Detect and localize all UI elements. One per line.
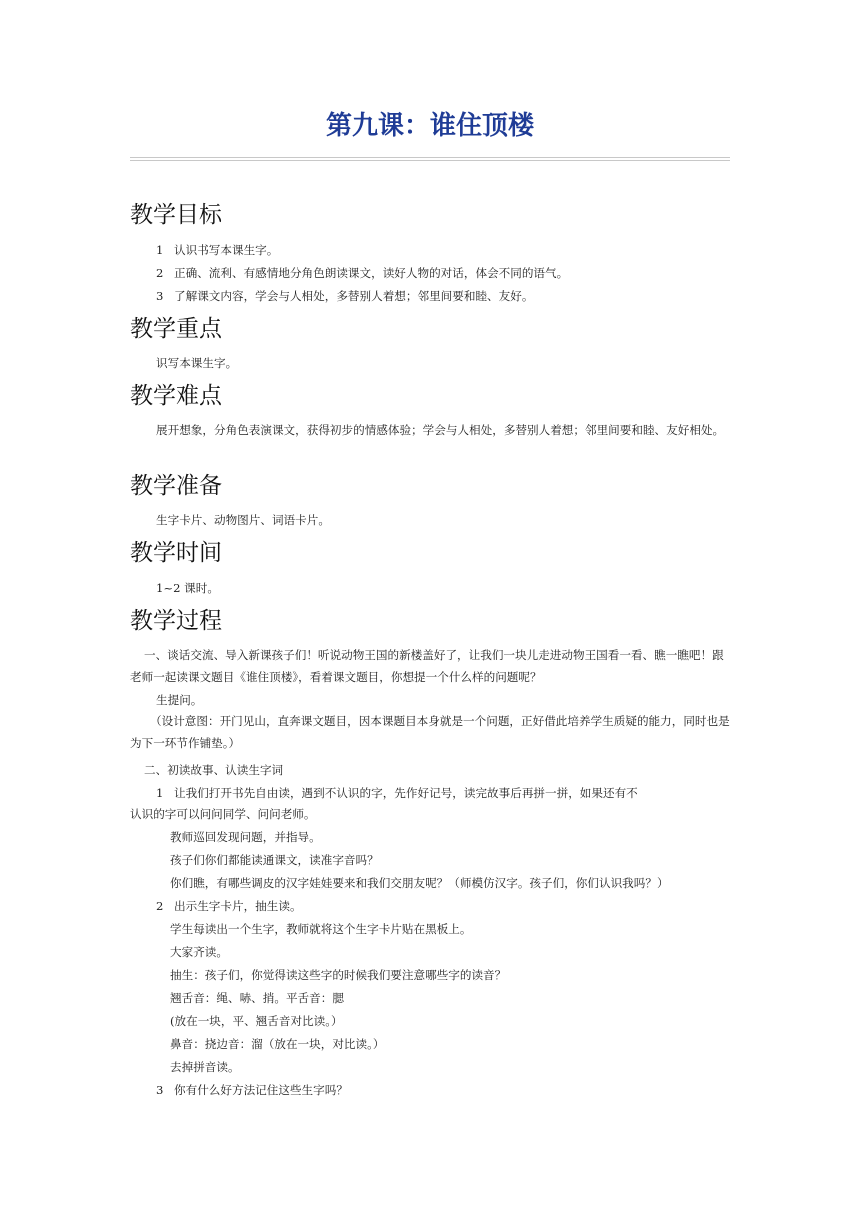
difficulty-text: 展开想象，分角色表演课文，获得初步的情感体验；学会与人相处，多替别人着想；邻里间要和睦、友好相处。: [156, 423, 725, 437]
step-detail: 大家齐读。: [170, 945, 228, 959]
objective-number: 2: [156, 266, 164, 280]
section-heading: 二、初读故事、认读生字词: [144, 763, 284, 777]
objective-item: [156, 288, 533, 304]
objective-number: 1: [156, 243, 164, 257]
heading-prep: 教学准备: [130, 473, 222, 499]
step-detail: 学生每读出一个生字，教师就将这个生字卡片贴在黑板上。: [170, 922, 472, 936]
step-item: [156, 1082, 348, 1098]
step-text: 出示生字卡片，抽生读。: [174, 899, 302, 913]
step-item: [156, 898, 302, 914]
step-number: 3: [156, 1083, 164, 1097]
heading-process: 教学过程: [130, 608, 222, 634]
step-detail: 你们瞧，有哪些调皮的汉字娃娃要来和我们交朋友呢？（师模仿汉字。孩子们，你们认识我吗？）: [170, 876, 669, 890]
heading-time: 教学时间: [130, 540, 222, 566]
step-text: 你有什么好方法记住这些生字吗？: [174, 1083, 348, 1097]
step-item: [156, 785, 638, 801]
heading-difficulty: 教学难点: [130, 383, 222, 409]
step-detail: (放在一块，平、翘舌音对比读。）: [170, 1014, 343, 1028]
step-text: 让我们打开书先自由读，遇到不认识的字，先作好记号，读完故事后再拼一拼，如果还有不: [174, 786, 638, 800]
objective-text: 认识书写本课生字。: [174, 243, 279, 257]
step-number: 2: [156, 899, 164, 913]
heading-focus: 教学重点: [130, 316, 222, 342]
step-detail: 教师巡回发现问题，并指导。: [170, 830, 321, 844]
design-intent: （设计意图：开门见山，直奔课文题目，因本课题目本身就是一个问题，正好借此培养学生质疑的能力，同时也是为下一环节作铺垫。）: [130, 714, 730, 750]
lesson-title: 第九课：谁住顶楼: [325, 111, 534, 141]
step-detail: 去掉拼音读。: [170, 1060, 240, 1074]
heading-objectives: 教学目标: [130, 202, 222, 228]
step-detail: 翘舌音：绳、哧、捎。平舌音：腮: [170, 991, 344, 1005]
objective-number: 3: [156, 289, 164, 303]
process-paragraph: 生提问。: [156, 693, 203, 707]
step-continuation: 认识的字可以问问同学、问问老师。: [130, 807, 316, 821]
step-number: 1: [156, 786, 164, 800]
objective-text: 了解课文内容，学会与人相处，多替别人着想；邻里间要和睦、友好。: [174, 289, 534, 303]
step-detail: 鼻音：挠边音：溜（放在一块，对比读。）: [170, 1037, 385, 1051]
step-detail: 抽生：孩子们，你觉得读这些字的时候我们要注意哪些字的读音？: [170, 968, 507, 982]
prep-text: 生字卡片、动物图片、词语卡片。: [156, 513, 330, 527]
objective-text: 正确、流利、有感情地分角色朗读课文，读好人物的对话，体会不同的语气。: [174, 266, 569, 280]
time-text: 1~2 课时。: [156, 581, 219, 595]
objective-item: [156, 242, 278, 258]
objective-item: [156, 265, 568, 281]
title-divider: [130, 157, 730, 161]
focus-text: 识写本课生字。: [156, 356, 238, 370]
step-detail: 孩子们你们都能读通课文，读准字音吗？: [170, 853, 379, 867]
process-intro: 一、谈话交流、导入新课孩子们！听说动物王国的新楼盖好了，让我们一块儿走进动物王国看一看、瞧一瞧吧！跟老师一起读课文题目《谁住顶楼》，看着课文题目，你想提一个什么样的问题呢？: [130, 648, 724, 684]
